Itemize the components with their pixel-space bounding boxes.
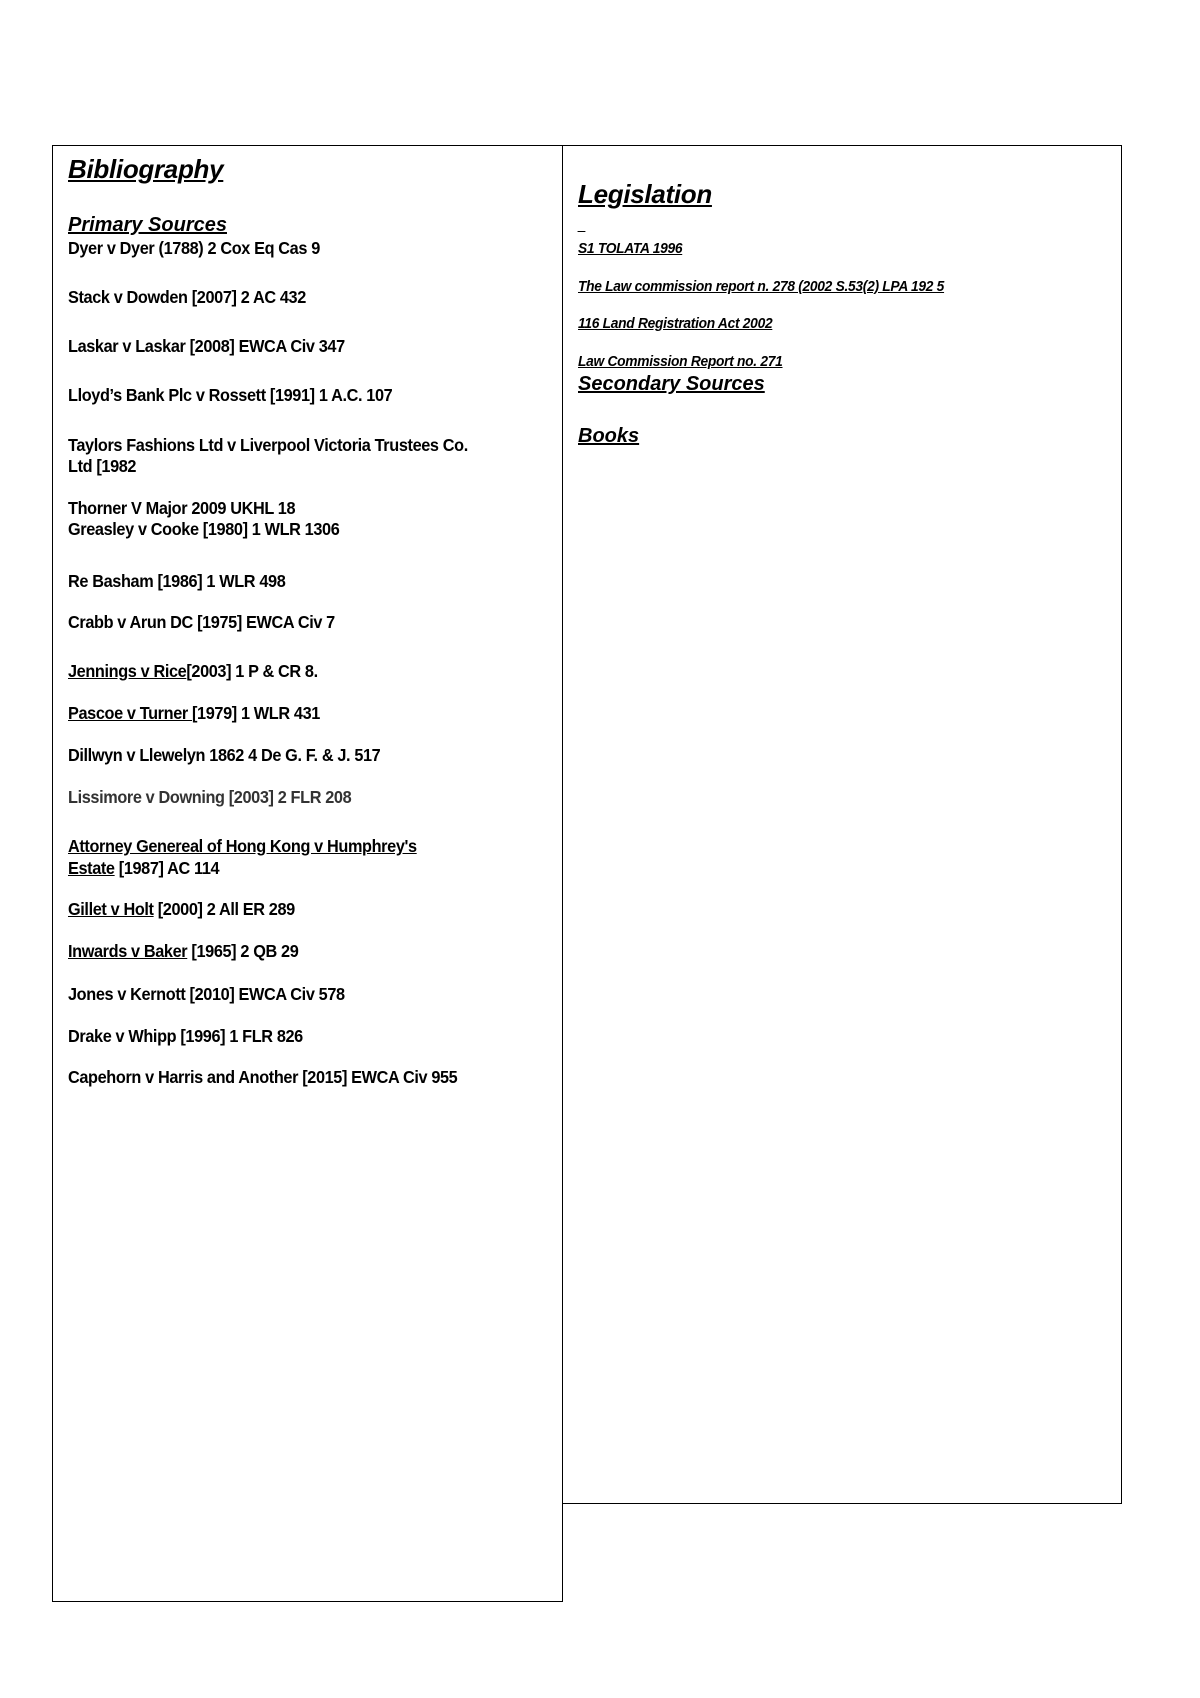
legislation-heading: Legislation — [578, 179, 712, 209]
case-entry: Gillet v Holt [2000] 2 All ER 289 — [68, 899, 295, 919]
legislation-item: 116 Land Registration Act 2002 — [578, 316, 773, 332]
legislation-dash: _ — [578, 218, 586, 234]
case-entry: Lissimore v Downing [2003] 2 FLR 208 — [68, 787, 352, 807]
case-entry-continued: Estate [1987] AC 114 — [68, 858, 220, 878]
case-entry: Laskar v Laskar [2008] EWCA Civ 347 — [68, 336, 345, 356]
case-entry: Dyer v Dyer (1788) 2 Cox Eq Cas 9 — [68, 238, 320, 258]
case-entry: Pascoe v Turner [1979] 1 WLR 431 — [68, 703, 320, 723]
case-entry: Capehorn v Harris and Another [2015] EWCA Civ 955 — [68, 1067, 458, 1087]
case-entry: Drake v Whipp [1996] 1 FLR 826 — [68, 1026, 303, 1046]
case-entry: Attorney Genereal of Hong Kong v Humphrey's — [68, 836, 417, 856]
case-entry: Stack v Dowden [2007] 2 AC 432 — [68, 287, 306, 307]
books-heading: Books — [578, 425, 640, 447]
legislation-item: S1 TOLATA 1996 — [578, 241, 683, 257]
case-entry: Greasley v Cooke [1980] 1 WLR 1306 — [68, 519, 340, 539]
case-entry: Jennings v Rice[2003] 1 P & CR 8. — [68, 661, 318, 681]
bibliography-title: Bibliography — [68, 154, 224, 184]
legislation-item: The Law commission report n. 278 (2002 S.53(2) LPA 192 5 — [578, 279, 945, 295]
case-entry-continued: Ltd [1982 — [68, 456, 137, 476]
primary-sources-heading: Primary Sources — [68, 214, 227, 236]
case-entry: Inwards v Baker [1965] 2 QB 29 — [68, 941, 299, 961]
case-entry: Lloyd’s Bank Plc v Rossett [1991] 1 A.C. 107 — [68, 385, 393, 405]
case-entry: Taylors Fashions Ltd v Liverpool Victoria Trustees Co. — [68, 435, 468, 455]
case-entry: Thorner V Major 2009 UKHL 18 — [68, 498, 296, 518]
secondary-sources-heading: Secondary Sources — [578, 373, 765, 395]
legislation-column — [562, 145, 1122, 1504]
legislation-item: Law Commission Report no. 271 — [578, 354, 783, 370]
case-entry: Jones v Kernott [2010] EWCA Civ 578 — [68, 984, 345, 1004]
case-entry: Dillwyn v Llewelyn 1862 4 De G. F. & J. 517 — [68, 745, 381, 765]
case-entry: Crabb v Arun DC [1975] EWCA Civ 7 — [68, 612, 335, 632]
case-entry: Re Basham [1986] 1 WLR 498 — [68, 571, 286, 591]
